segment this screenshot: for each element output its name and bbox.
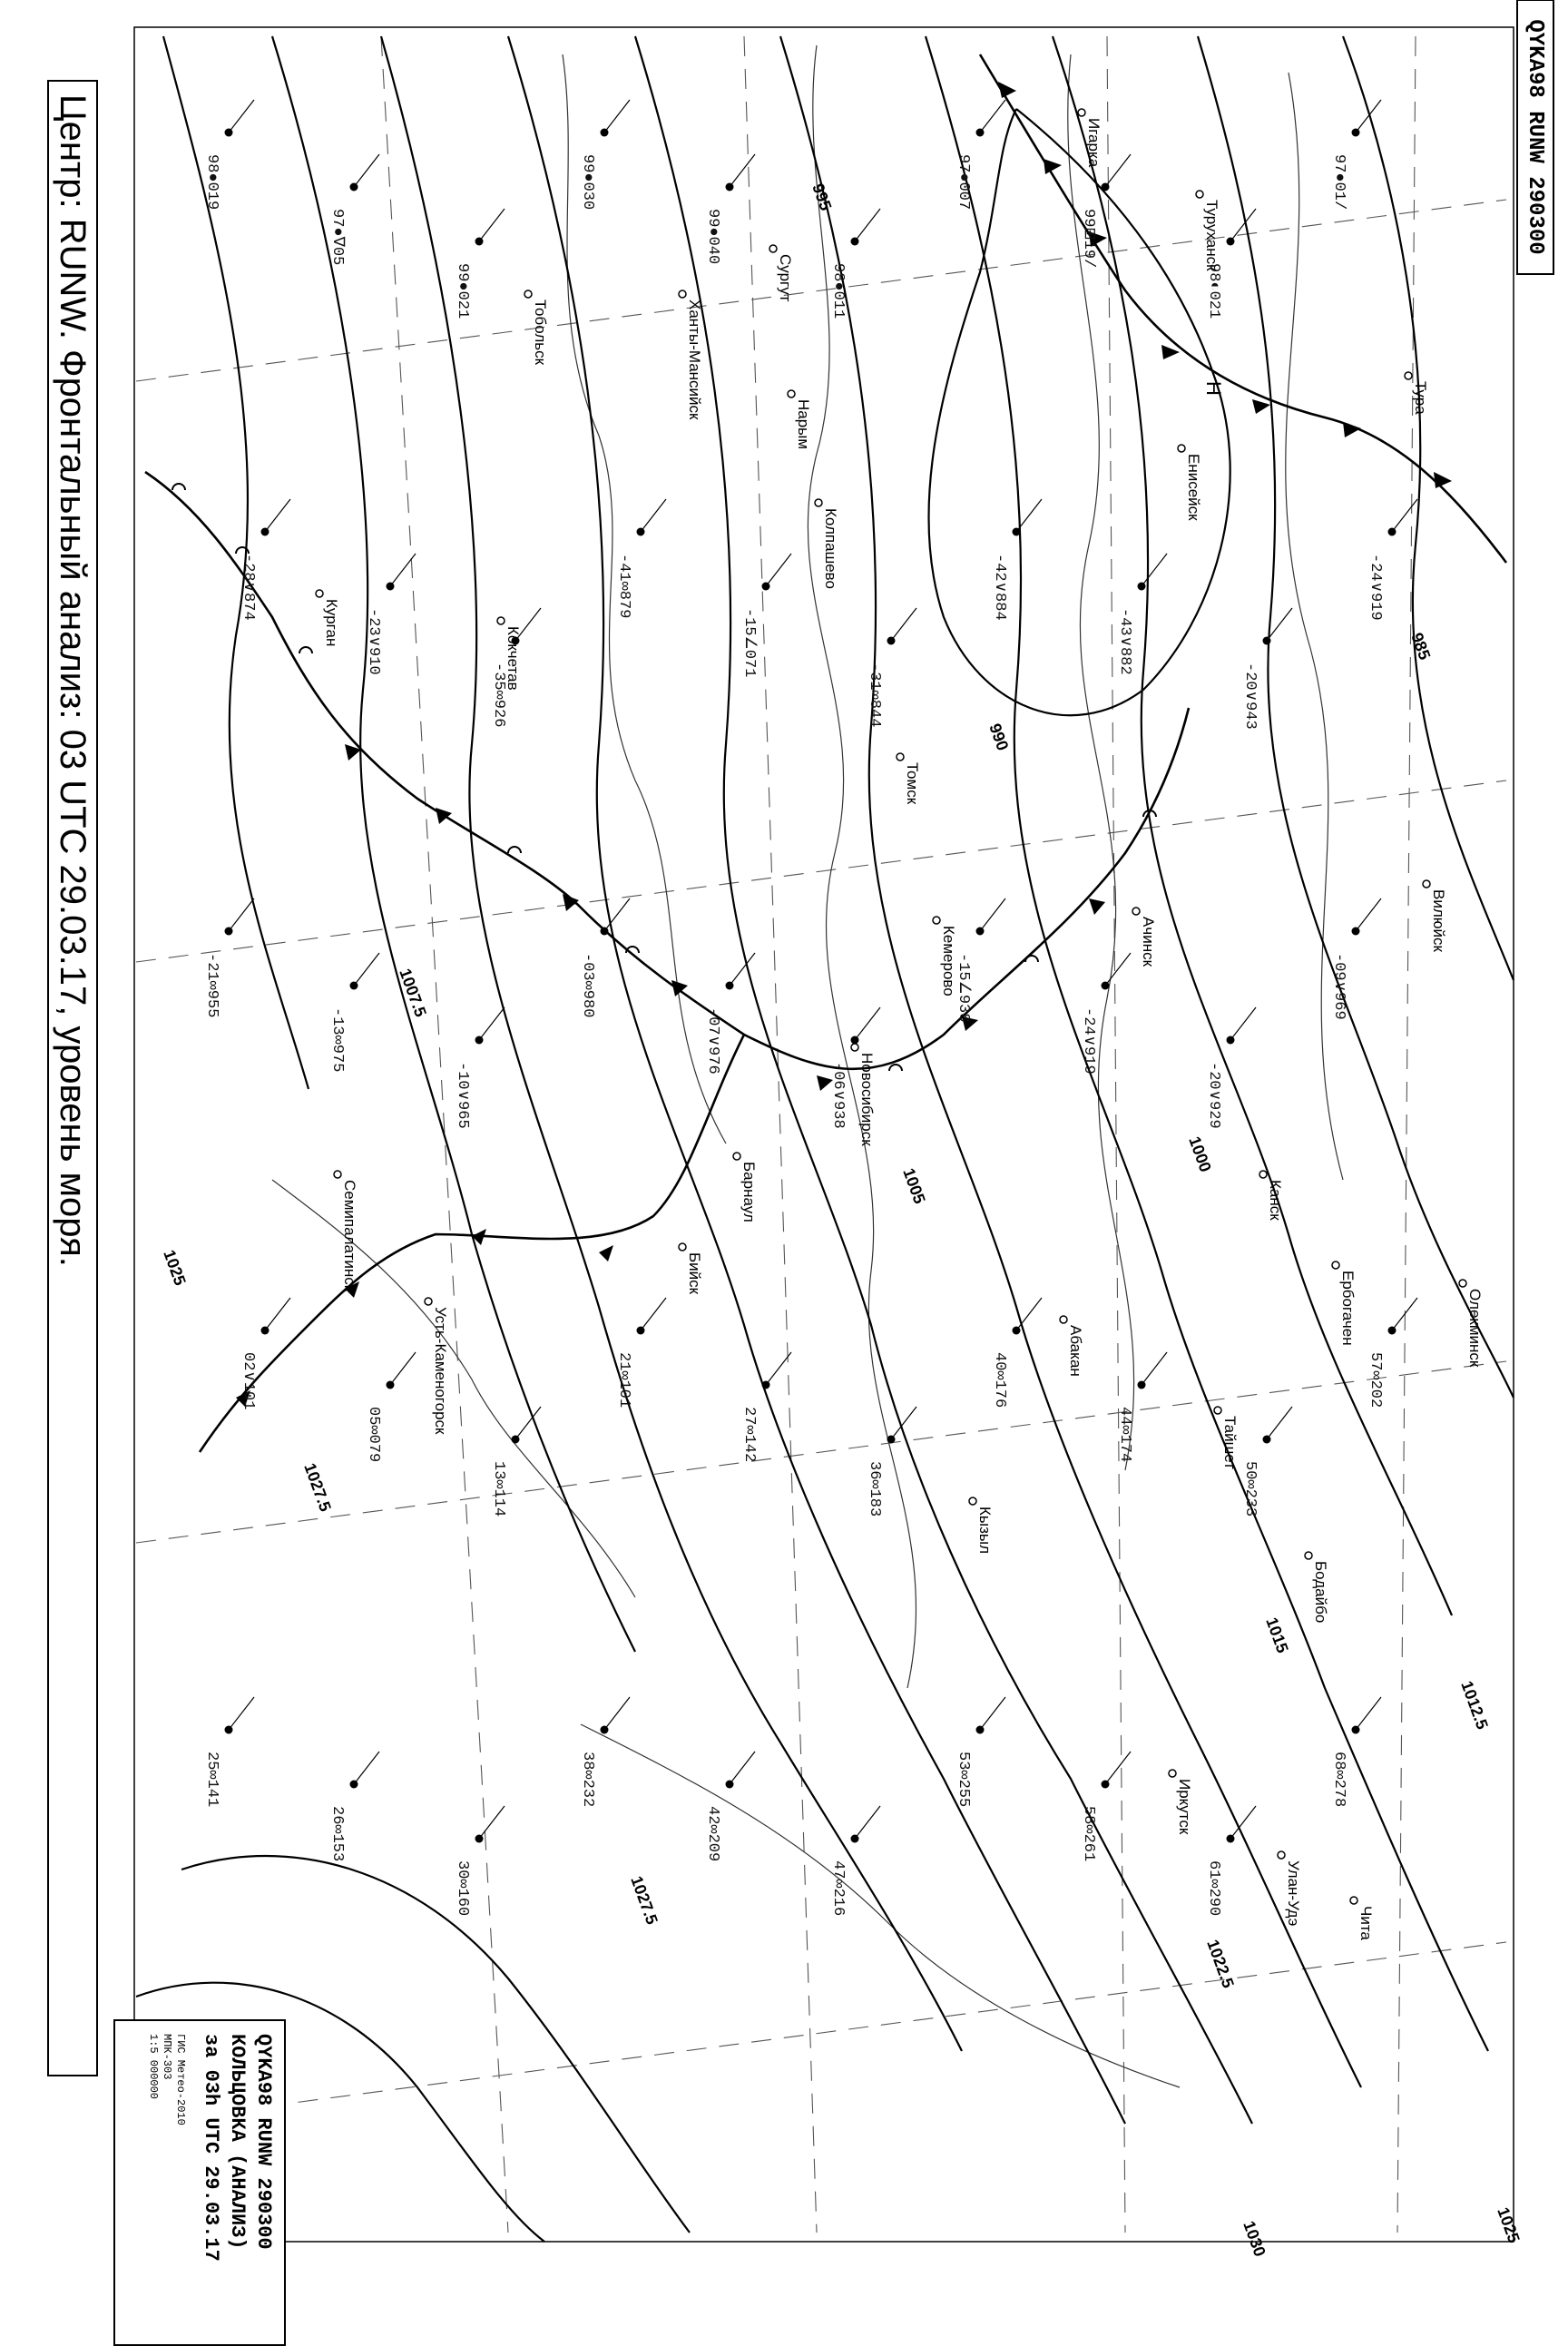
isobar-label: 1025 [160, 1247, 190, 1288]
wind-barb [354, 953, 379, 986]
place-name: Чита [1357, 1906, 1375, 1940]
station-report: -20∨929 [1205, 1062, 1222, 1129]
place-marker [1459, 1280, 1466, 1287]
place-marker [1332, 1261, 1339, 1269]
wind-barb [515, 1407, 541, 1439]
place-name: Кокчетав [505, 626, 522, 691]
place-name: Тура [1412, 381, 1429, 415]
wind-barb [390, 1352, 416, 1385]
place-marker [1405, 372, 1412, 379]
wind-barb [766, 554, 791, 586]
wind-barb [1356, 1697, 1381, 1730]
station-report: 99●040 [704, 209, 721, 265]
station-report: 97●∇05 [328, 209, 346, 266]
station-report: 58∞261 [1080, 1806, 1097, 1862]
place-name: Улан-Удэ [1285, 1860, 1302, 1927]
wind-barb [604, 1697, 630, 1730]
isobar-label: 1025 [1494, 2204, 1524, 2245]
wind-barb [891, 608, 916, 641]
place-name: Абакан [1067, 1325, 1084, 1377]
wind-barb [730, 154, 755, 187]
wind-barb [229, 898, 254, 931]
station-report: 27∞142 [740, 1407, 758, 1463]
isobar-label: 1022.5 [1203, 1937, 1238, 1991]
isobar-label: 1015 [1262, 1615, 1292, 1655]
place-name: Кызыл [976, 1507, 994, 1555]
wind-barb [980, 898, 1005, 931]
wind-barb [479, 209, 505, 241]
station-report: 61∞290 [1205, 1860, 1222, 1917]
isobar-label: 1030 [1240, 2218, 1269, 2259]
station-report: 97●007 [955, 154, 972, 211]
station-report: -24∨919 [1080, 1007, 1097, 1075]
station-report: 98●011 [829, 263, 847, 319]
wind-barb [1230, 1007, 1256, 1040]
place-marker [851, 1044, 858, 1051]
stamp-code: QYKA98 RUNW 290300 [252, 2034, 275, 2250]
isobar-label: 1027.5 [627, 1873, 662, 1928]
wind-barb [1105, 953, 1131, 986]
station-report: 53∞255 [955, 1752, 972, 1808]
place-marker [815, 499, 822, 506]
station-report: 26∞153 [328, 1806, 346, 1862]
place-marker [1423, 880, 1430, 888]
place-name: Туруханск [1203, 200, 1220, 271]
wind-barb [1105, 1752, 1131, 1784]
place-name: Усть-Каменогорск [432, 1307, 449, 1435]
place-name: Сургут [777, 254, 794, 302]
wind-barb [1392, 499, 1417, 532]
isobar-label: 1007.5 [396, 966, 430, 1020]
place-name: Колпашево [822, 508, 839, 589]
place-name: Бийск [686, 1252, 703, 1295]
station-report: 57∞202 [1367, 1352, 1384, 1409]
wind-barb [766, 1352, 791, 1385]
wind-barb [730, 1752, 755, 1784]
isobar-label: 1027.5 [300, 1460, 335, 1515]
station-report: 50∞233 [1241, 1461, 1259, 1517]
wind-barb [855, 1007, 880, 1040]
station-report: 98●019 [203, 154, 220, 211]
wind-barb [980, 1697, 1005, 1730]
isobar-label: 1012.5 [1457, 1678, 1492, 1733]
place-marker [769, 245, 777, 252]
place-marker [1078, 109, 1085, 116]
station-report: 42∞209 [704, 1806, 721, 1862]
isobar-label: 1000 [1185, 1134, 1215, 1174]
place-marker [733, 1153, 740, 1160]
place-marker [1278, 1851, 1285, 1859]
place-name: Ербогачен [1339, 1271, 1357, 1346]
station-report: 25∞141 [203, 1752, 220, 1808]
station-report: 98◐021 [1205, 263, 1222, 319]
wind-barb [980, 100, 1005, 133]
station-plots [203, 100, 1417, 1916]
wind-barb [265, 499, 290, 532]
wind-barb [229, 100, 254, 133]
wind-barb [354, 154, 379, 187]
place-name: Енисейск [1185, 454, 1202, 521]
place-name: Ханты-Мансийск [686, 299, 703, 420]
isobar-label: 995 [808, 181, 836, 213]
stamp-system: МПК-303 [161, 2034, 173, 2080]
place-marker [1060, 1316, 1067, 1323]
place-name: Тобольск [532, 299, 549, 366]
station-report: 99●021 [454, 263, 471, 319]
station-report: -06∨938 [829, 1062, 847, 1129]
station-report: 30∞160 [454, 1860, 471, 1917]
station-report: 13∞114 [490, 1461, 507, 1517]
chart-code: QYKA98 RUNW 290300 [1516, 0, 1554, 275]
station-report: -31∞844 [866, 663, 883, 728]
chart-stamp [113, 2019, 286, 2346]
station-report: 99⊞19/ [1080, 209, 1097, 269]
wind-barb [855, 209, 880, 241]
station-report: 68∞278 [1330, 1752, 1348, 1808]
station-report: -24∨919 [1367, 554, 1384, 621]
place-marker [1132, 908, 1140, 915]
stamp-scale: 1:5 000000 [147, 2034, 160, 2100]
place-marker [933, 917, 940, 924]
station-report: 02∨101 [240, 1352, 257, 1410]
place-marker [788, 390, 795, 398]
station-report: -09∨969 [1330, 953, 1348, 1020]
station-report: -20∨943 [1241, 663, 1259, 730]
station-report: -15∠071 [740, 608, 758, 678]
wind-barb [229, 1697, 254, 1730]
wind-barb [354, 1752, 379, 1784]
station-report: 05∞079 [365, 1407, 382, 1463]
place-marker [316, 590, 323, 597]
place-name: Иркутск [1176, 1779, 1193, 1835]
wind-barb [265, 1298, 290, 1330]
place-marker [679, 1243, 686, 1251]
place-marker [1178, 445, 1185, 452]
place-marker [524, 290, 532, 298]
station-report: -21∞955 [203, 953, 220, 1018]
place-name: Томск [904, 762, 921, 805]
stamp-station: КОЛЬЦОВКА (АНАЛИЗ) [226, 2034, 249, 2250]
place-name: Игарка [1085, 118, 1102, 168]
place-marker [1259, 1171, 1267, 1178]
wind-barb [1230, 1806, 1256, 1839]
station-report: -23∨910 [365, 608, 382, 675]
place-name: Кемерово [940, 926, 957, 996]
place-marker [969, 1497, 976, 1505]
place-name: Вилюйск [1430, 889, 1447, 952]
station-report: 99●030 [579, 154, 596, 211]
place-name: Бодайбо [1312, 1561, 1329, 1624]
place-marker [334, 1171, 341, 1178]
station-report: 97●01/ [1330, 154, 1348, 211]
place-marker [679, 290, 686, 298]
isobar-label: 1005 [899, 1165, 929, 1206]
wind-barb [1356, 100, 1381, 133]
map-border [134, 27, 1514, 2242]
station-report: -07∨976 [704, 1007, 721, 1075]
stamp-software: ГИС Метео-2010 [174, 2034, 187, 2125]
isobar-label: 990 [985, 721, 1013, 753]
place-name: Семипалатинск [341, 1180, 358, 1292]
wind-barb [1356, 898, 1381, 931]
isobar-label: 985 [1407, 630, 1435, 663]
place-marker [1350, 1897, 1357, 1904]
station-report: -41∞879 [615, 554, 632, 619]
wind-barb [855, 1806, 880, 1839]
place-name: Тайшет [1221, 1416, 1239, 1469]
station-report: -13∞975 [328, 1007, 346, 1073]
wind-barb [641, 1298, 666, 1330]
station-report: 40∞176 [991, 1352, 1008, 1409]
station-report: 44∞174 [1116, 1407, 1133, 1463]
place-name: Ачинск [1140, 917, 1157, 967]
station-report: -35∞926 [490, 663, 507, 728]
place-marker [1305, 1552, 1312, 1559]
place-marker [425, 1298, 432, 1305]
chart-title: Центр: RUNW. Фронтальный анализ: 03 UTC 29.03.17, уровень моря. [47, 80, 98, 2076]
place-marker [897, 753, 904, 761]
wind-barb [604, 100, 630, 133]
place-name: Нарым [795, 399, 812, 450]
wind-barb [641, 499, 666, 532]
pressure-center-label: Н [1202, 381, 1225, 396]
station-report: -43∨882 [1116, 608, 1133, 675]
place-marker [497, 617, 505, 624]
stamp-time: за 03h UTC 29.03.17 [200, 2034, 222, 2262]
station-report: 36∞183 [866, 1461, 883, 1517]
station-report: -10∨965 [454, 1062, 471, 1129]
wind-barb [1105, 154, 1131, 187]
place-name: Новосибирск [858, 1053, 876, 1146]
place-marker [1169, 1770, 1176, 1777]
station-report: -42∨884 [991, 554, 1008, 621]
station-report: 47∞216 [829, 1860, 847, 1917]
isobars [136, 36, 1514, 2242]
wind-barb [1016, 1298, 1042, 1330]
wind-barb [479, 1806, 505, 1839]
wind-barb [1267, 1407, 1292, 1439]
wind-barb [1142, 554, 1167, 586]
stamp-footer [146, 2034, 187, 2331]
station-report: 38∞232 [579, 1752, 596, 1808]
place-marker [1214, 1407, 1221, 1414]
station-report: -03∞980 [579, 953, 596, 1018]
place-name: Барнаул [740, 1162, 758, 1222]
place-name: Курган [323, 599, 340, 647]
place-marker [1196, 191, 1203, 198]
station-report: -15∠938 [955, 953, 972, 1023]
station-report: 21∞101 [615, 1352, 632, 1409]
wind-barb [479, 1007, 505, 1040]
place-name: Олекминск [1466, 1289, 1484, 1368]
wind-barb [1142, 1352, 1167, 1385]
place-name: Канск [1267, 1180, 1284, 1221]
station-report: -28∨874 [240, 554, 257, 621]
